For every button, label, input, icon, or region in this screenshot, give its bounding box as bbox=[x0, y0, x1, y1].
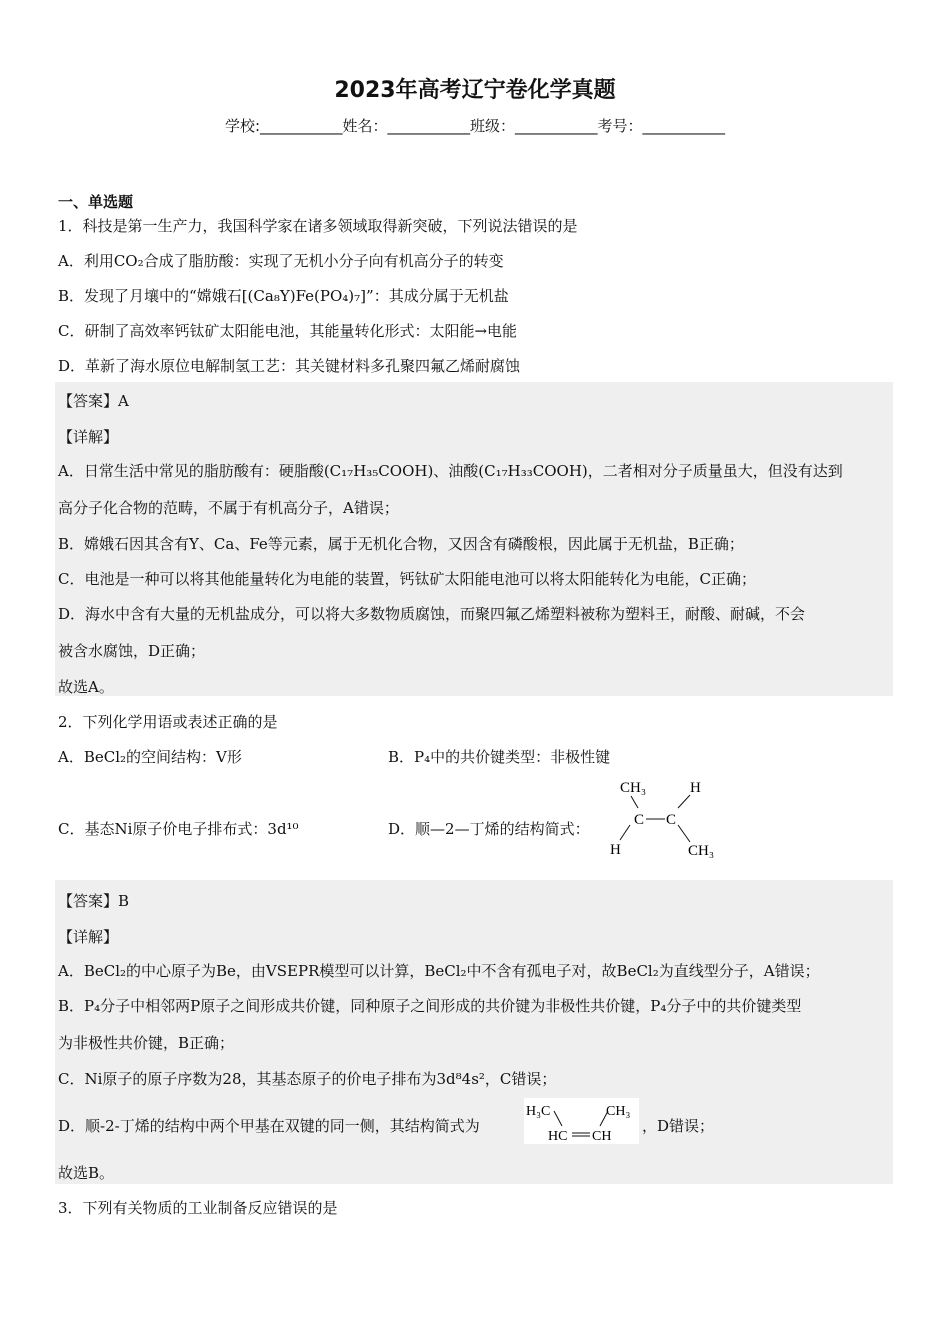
student-info-fields: 学校:___________姓名：___________班级：___________考号：___________ bbox=[224, 117, 726, 135]
q2-detail-label: 【详解】 bbox=[58, 928, 119, 946]
q1-option-c: C．研制了高效率钙钛矿太阳能电池，其能量转化形式：太阳能→电能 bbox=[58, 322, 518, 340]
q1-explain-a-line1: A．日常生活中常见的脂肪酸有：硬脂酸(C₁₇H₃₅COOH)、油酸(C₁₇H₃₃COOH)，二者相对分子质量虽大，但没有达到 bbox=[58, 462, 843, 480]
q2-answer: 【答案】B bbox=[58, 892, 130, 910]
q1-explain-d-line2: 被含水腐蚀，D正确； bbox=[58, 642, 206, 660]
q1-detail-label: 【详解】 bbox=[58, 428, 119, 446]
struct-ch3-top: CH₃ bbox=[620, 780, 647, 796]
cis-ch: CH bbox=[592, 1129, 612, 1144]
q2-option-a: A．BeCl₂的空间结构：V形 bbox=[58, 748, 242, 766]
q2-explain-b-line2: 为非极性共价键，B正确； bbox=[58, 1034, 235, 1052]
q2-option-c: C．基态Ni原子价电子排布式：3d¹⁰ bbox=[58, 820, 299, 838]
q1-explain-a-line2: 高分子化合物的范畴，不属于有机高分子，A错误； bbox=[58, 499, 399, 517]
cis-ch3: CH₃ bbox=[606, 1104, 631, 1119]
section-title: 一、单选题 bbox=[58, 193, 134, 211]
q1-option-a: A．利用CO₂合成了脂肪酸：实现了无机小分子向有机高分子的转变 bbox=[58, 252, 504, 270]
q2-conclusion: 故选B。 bbox=[58, 1164, 115, 1182]
struct-h-top: H bbox=[690, 780, 701, 796]
struct-ch3-bottom: CH₃ bbox=[688, 843, 715, 859]
q2-option-b: B．P₄中的共价键类型：非极性键 bbox=[388, 748, 611, 766]
q1-conclusion: 故选A。 bbox=[58, 678, 114, 696]
struct-c-right: C bbox=[666, 812, 677, 828]
q2-explain-d-before: D．顺-2-丁烯的结构中两个甲基在双键的同一侧，其结构简式为 bbox=[58, 1117, 480, 1135]
q1-explain-d-line1: D．海水中含有大量的无机盐成分，可以将大多数物质腐蚀，而聚四氟乙烯塑料被称为塑料王，耐酸、耐碱，不会 bbox=[58, 605, 806, 623]
struct-bond-ch3-bottom bbox=[678, 825, 690, 842]
struct-h-bottom: H bbox=[610, 842, 621, 858]
q2-explain-d-after: ，D错误； bbox=[642, 1117, 715, 1135]
trans-2-butene-structure bbox=[600, 772, 730, 862]
q1-answer: 【答案】A bbox=[58, 392, 129, 410]
page-title: 2023年高考辽宁卷化学真题 bbox=[334, 78, 616, 103]
q3-stem: 3．下列有关物质的工业制备反应错误的是 bbox=[58, 1199, 338, 1217]
q2-explain-b-line1: B．P₄分子中相邻两P原子之间形成共价键，同种原子之间形成的共价键为非极性共价键，P₄分子中的共价键类型 bbox=[58, 997, 802, 1015]
q2-option-d: D．顺—2—丁烯的结构简式： bbox=[388, 820, 590, 838]
q2-explain-c: C．Ni原子的原子序数为28，其基态原子的价电子排布为3d⁸4s²，C错误； bbox=[58, 1070, 557, 1088]
struct-c-left: C bbox=[634, 812, 645, 828]
q1-stem: 1．科技是第一生产力，我国科学家在诸多领域取得新突破，下列说法错误的是 bbox=[58, 217, 578, 235]
cis-h3c: H₃C bbox=[526, 1104, 551, 1119]
q1-explain-c: C．电池是一种可以将其他能量转化为电能的装置，钙钛矿太阳能电池可以将太阳能转化为电能，C正确； bbox=[58, 570, 756, 588]
struct-bond-h-bottom bbox=[620, 825, 630, 840]
cis-2-butene-structure bbox=[524, 1098, 639, 1144]
q1-option-d: D．革新了海水原位电解制氢工艺：其关键材料多孔聚四氟乙烯耐腐蚀 bbox=[58, 357, 521, 375]
q1-explain-b: B．嫦娥石因其含有Y、Ca、Fe等元素，属于无机化合物，又因含有磷酸根，因此属于无机盐，B正确； bbox=[58, 535, 744, 553]
q2-explain-a: A．BeCl₂的中心原子为Be，由VSEPR模型可以计算，BeCl₂中不含有孤电子对，故BeCl₂为直线型分子，A错误； bbox=[58, 962, 820, 980]
struct-bond-ch3-top bbox=[631, 796, 638, 808]
q1-option-b: B．发现了月壤中的“嫦娥石[(Ca₈Y)Fe(PO₄)₇]”：其成分属于无机盐 bbox=[58, 287, 509, 305]
struct-bond-h-top bbox=[678, 795, 690, 808]
cis-hc: HC bbox=[548, 1129, 568, 1144]
q2-stem: 2．下列化学用语或表述正确的是 bbox=[58, 713, 278, 731]
